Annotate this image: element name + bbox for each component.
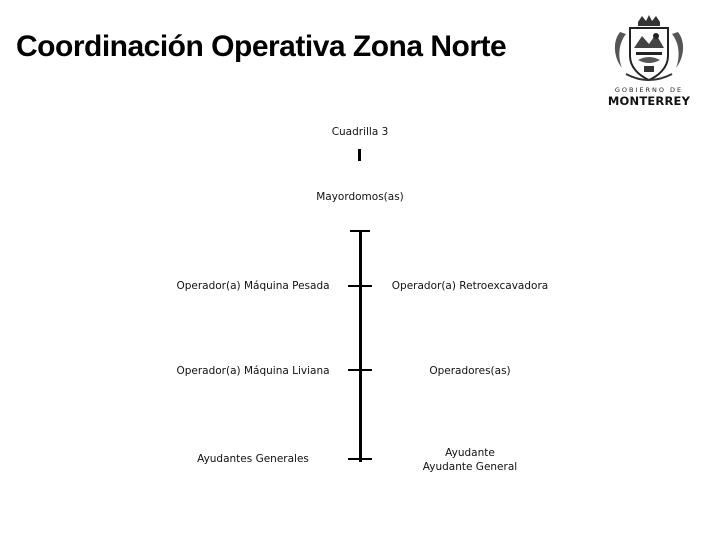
connector-branch-3 [348, 458, 372, 460]
connector-branch-1 [348, 285, 372, 287]
connector-vertical-trunk [359, 230, 362, 462]
connector-top [358, 149, 361, 161]
node-ayudante-line2: Ayudante General [422, 461, 518, 473]
node-ayudante-line1: Ayudante [445, 447, 495, 459]
connector-tick-top [350, 230, 370, 232]
coat-of-arms-icon [606, 14, 692, 86]
connector-branch-2 [348, 369, 372, 371]
node-operador-retroexcavadora: Operador(a) Retroexcavadora [391, 280, 549, 292]
node-operador-maquina-liviana: Operador(a) Máquina Liviana [176, 365, 330, 377]
page-title: Coordinación Operativa Zona Norte [16, 30, 507, 63]
government-logo [606, 14, 692, 106]
node-ayudante [400, 446, 540, 474]
node-operadores: Operadores(as) [429, 365, 511, 377]
logo-text-main: MONTERREY [607, 94, 691, 108]
node-ayudantes-generales: Ayudantes Generales [197, 453, 309, 465]
node-cuadrilla: Cuadrilla 3 [331, 126, 389, 138]
logo-text-top: GOBIERNO DE [614, 86, 684, 94]
node-mayordomos: Mayordomos(as) [316, 191, 404, 203]
node-operador-maquina-pesada: Operador(a) Máquina Pesada [176, 280, 330, 292]
